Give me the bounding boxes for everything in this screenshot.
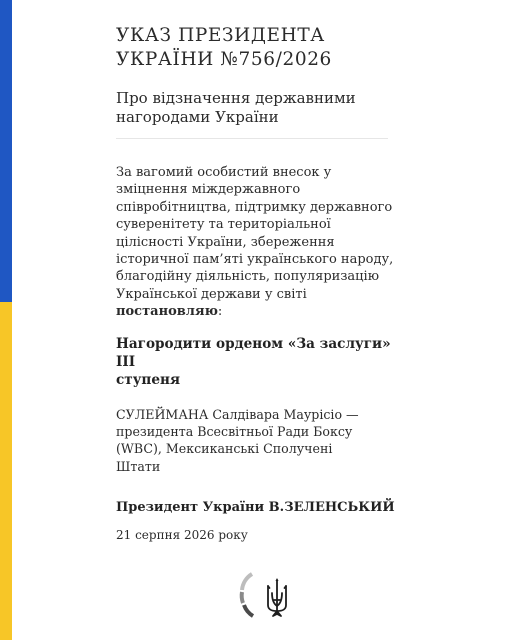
flag-yellow-band xyxy=(0,302,12,640)
award-heading-line-2: ступеня xyxy=(116,371,180,388)
decree-preamble xyxy=(116,164,396,321)
resolve-colon: : xyxy=(217,304,223,320)
trident-coat-of-arms-icon xyxy=(238,570,296,620)
decree-document xyxy=(116,24,396,544)
award-heading-line-1: Нагородити орденом «За заслуги» III xyxy=(116,335,391,370)
decree-title-line-1: УКАЗ ПРЕЗИДЕНТА xyxy=(116,25,325,46)
preamble-line: благодійну діяльність, популяризацію xyxy=(116,269,380,285)
preamble-line: цілісності України, збереження xyxy=(116,234,335,250)
resolve-word: постановляю xyxy=(116,304,218,320)
recipient-line-3: (WBC), Мексиканські Сполучені Штати xyxy=(116,441,333,474)
president-office-logo xyxy=(238,570,296,620)
recipient-line-2: президента Всесвітньої Ради Боксу xyxy=(116,423,353,439)
preamble-line: суверенітету та територіальної xyxy=(116,217,331,233)
award-heading xyxy=(116,335,396,389)
flag-stripe xyxy=(0,0,12,640)
decree-subtitle xyxy=(116,89,388,139)
recipient xyxy=(116,406,378,475)
preamble-line: історичної пам’яті українського народу, xyxy=(116,252,394,268)
preamble-line: співробітництва, підтримку державного xyxy=(116,199,393,215)
decree-title xyxy=(116,24,396,72)
preamble-line: За вагомий особистий внесок у xyxy=(116,165,332,180)
preamble-line: Української держави у світі xyxy=(116,286,307,302)
decree-subtitle-line-2: нагородами України xyxy=(116,108,279,126)
decree-title-line-2: УКРАЇНИ №756/2026 xyxy=(116,49,332,70)
preamble-line: зміцнення міждержавного xyxy=(116,182,301,198)
recipient-line-1: СУЛЕЙМАНА Салдівара Маурісіо — xyxy=(116,406,359,422)
signature: Президент України В.ЗЕЛЕНСЬКИЙ xyxy=(116,499,395,515)
decree-date: 21 серпня 2026 року xyxy=(116,527,248,542)
flag-blue-band xyxy=(0,0,12,302)
decree-subtitle-line-1: Про відзначення державними xyxy=(116,89,356,107)
